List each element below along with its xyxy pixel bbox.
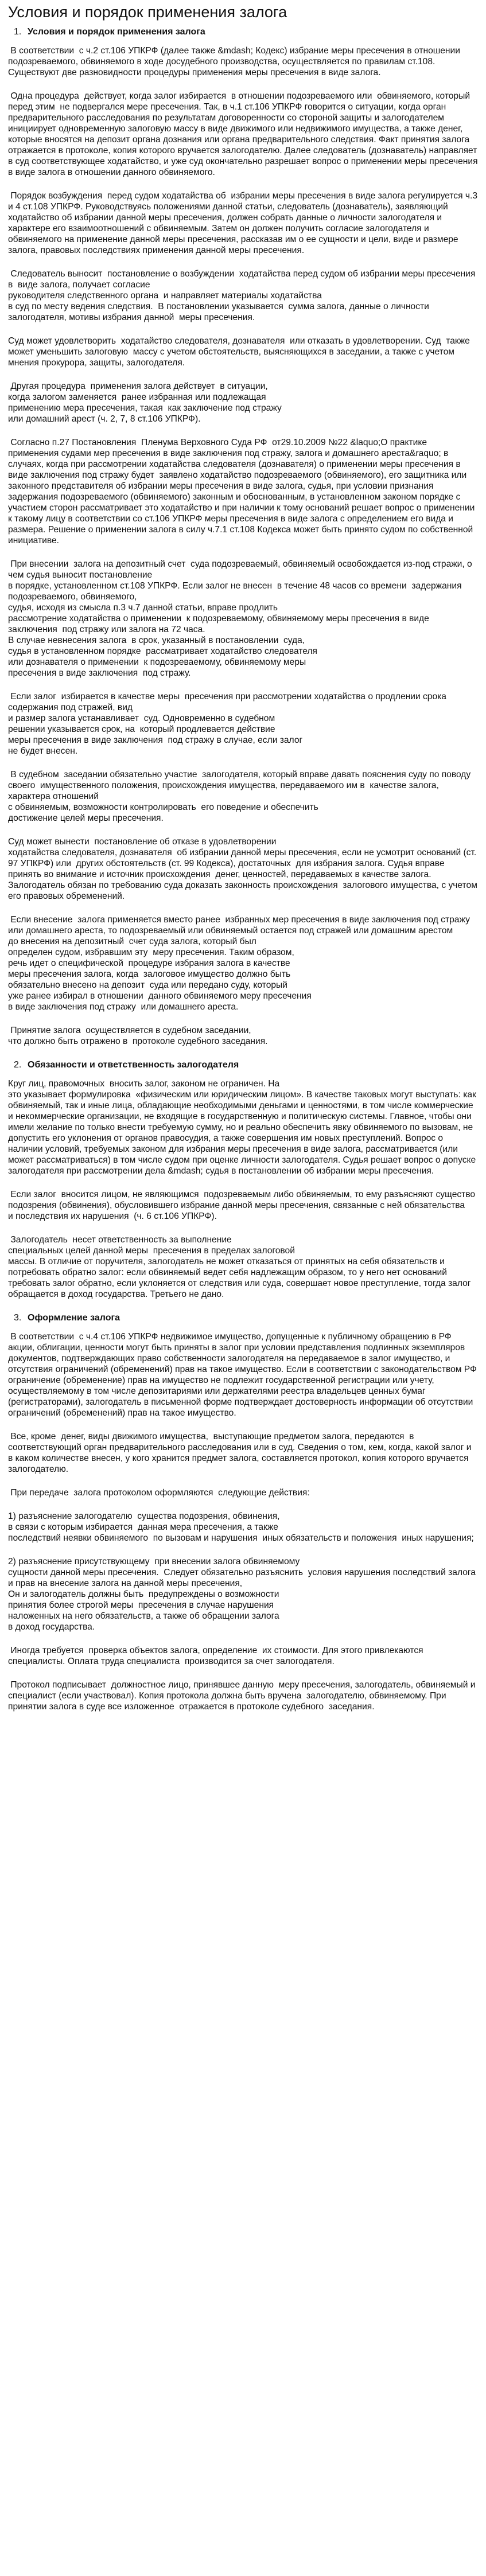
section-1 bbox=[8, 26, 478, 1047]
paragraph: Круг лиц, правомочных вносить залог, законом не ограничен. На это указывает формулировка «физическим или юридическим лицом». В качестве таковых могут выступать: как обвиняемый, так и иные лица, обладающие необходимыми деньгами и ценностями, в том числе коммерческие и некоммерческие организации, не входящие в государственную и политическую системы. Главное, чтобы они имели желание по только внести требуемую сумму, но и реально обеспечить явку обвиняемого по вызовам, не допустить его уклонения от органов правосудия, а также совершения им новых преступлений. Вопрос о наличии условий, требуемых законом для избрания меры пресечения в виде залога, рассматривается (или может рассматриваться) в том числе судом при оценке личности залогодателя. Судья решает вопрос о допуске залогодателя при рассмотрении дела &mdash; судья в постановлении об избрании меры пресечения. bbox=[8, 1079, 476, 1176]
paragraph: Если внесение залога применяется вместо ранее избранных мер пресечения в виде заключения под стражу или домашнего ареста, то подозреваемый или обвиняемый остается под стражей или домашним арестом до внесения на депозитный счет суда залога, который был определен судом, избравшим эту меру пресечения. Таким образом, речь идет о специфической процедуре избрания залога в качестве меры пресечения залога, когда залоговое имущество должно быть обязательно внесено на депозит суда или передано суду, который уже ранее избирал в отношении данного обвиняемого меру пресечения в виде заключения под стражу или домашнего ареста. bbox=[8, 915, 470, 1012]
paragraph: Другая процедура применения залога действует в ситуации, когда залогом заменяется ранее избранная или подлежащая применению мера пресечения, такая как заключение под стражу или домашний арест (ч. 2, 7, 8 ст.106 УПКРФ). bbox=[8, 381, 282, 424]
paragraph: Протокол подписывает должностное лицо, принявшее данную меру пресечения, залогодатель, обвиняемый и специалист (если участвовал). Копия протокола должна быть вручена залогодателю, обвиняемому. При принятии залога в суде все изложенное отражается в протоколе судебного заседания. bbox=[8, 1680, 478, 1712]
paragraph: Согласно п.27 Постановления Пленума Верховного Суда РФ от29.10.2009 №22 &laquo;О практике применения судами мер пресечения в виде заключения под стражу, залога и домашнего ареста&raquo; в случаях, когда при рассмотрении ходатайства следователя (дознавателя) о применении меры пресечения в виде заключения под стражу будет заявлено ходатайство подозреваемого (обвиняемого), его защитника или законного представителя об избрании меры пресечения в виде залога, судья, при условии признания задержания подозреваемого (обвиняемого) законным и обоснованным, в установленном законом порядке с участием сторон рассматривает это ходатайство и при наличии к тому оснований решает вопрос о применении к такому лицу в соответствии со ст.106 УПКРФ меры пресечения в виде залога с определением его вида и размера. Решение о применении залога в силу ч.7.1 ст.108 Кодекса может быть принято судом по собственной инициативе. bbox=[8, 438, 477, 545]
paragraph: При передаче залога протоколом оформляются следующие действия: bbox=[8, 1488, 310, 1498]
section-title: Обязанности и ответственность залогодателя bbox=[28, 1060, 239, 1070]
paragraph: Одна процедура действует, когда залог избирается в отношении подозреваемого или обвиняемого, который перед этим не подвергался мере пресечения. Так, в ч.1 ст.106 УПКРФ говорится о ситуации, когда орган предварительного расследования по результатам договоренности со стороной защиты и залогодателем инициирует одновременную залоговую массу в виде движимого или недвижимого имущества, а также денег, которые вносятся на депозит органа дознания или органа предварительного следствия. Факт принятия залога отражается в протоколе, копия которого вручается залогодателю. Далее следователь (дознаватель) направляет в суд соответствующее ходатайство, и уже суд окончательно разрешает вопрос о применении меры пресечения в виде залога в отношении данного обвиняемого. bbox=[8, 91, 480, 177]
section-number: 3. bbox=[14, 1313, 22, 1323]
section-heading bbox=[8, 1312, 478, 1323]
paragraph: Залогодатель несет ответственность за выполнение специальных целей данной меры пресечения в пределах залоговой массы. В отличие от поручителя, залогодатель не может отказаться от принятых на себя обязательств и потребовать обратно залог: если обвиняемый ведет себя надлежащим образом, то у него нет оснований требовать залог обратно, если уклоняется от следствия или суда, совершает новое преступление, тогда залог обращается в доход государства. Третьего не дано. bbox=[8, 1235, 471, 1299]
section-3 bbox=[8, 1312, 478, 1712]
page-title: Условия и порядок применения залога bbox=[8, 3, 287, 21]
section-title: Оформление залога bbox=[28, 1313, 120, 1323]
sections-container bbox=[8, 26, 478, 1712]
section-2 bbox=[8, 1059, 478, 1300]
section-heading bbox=[8, 26, 478, 37]
section-number: 1. bbox=[14, 27, 22, 37]
paragraph: Суд может удовлетворить ходатайство следователя, дознавателя или отказать в удовлетворении. Суд также может уменьшить залоговую массу с учетом обстоятельств, выясняющихся в заседании, а также с учетом мнения прокурора, защиты, залогодателя. bbox=[8, 336, 473, 368]
paragraph: Принятие залога осуществляется в судебном заседании, что должно быть отражено в протоколе судебного заседания. bbox=[8, 1026, 268, 1046]
paragraph: 1) разъяснение залогодателю существа подозрения, обвинения, в связи с которым избирается данная мера пресечения, а также последствий неявки обвиняемого по вызовам и нарушения иных обязательств и положения иных нарушения; bbox=[8, 1511, 474, 1543]
paragraph: Иногда требуется проверка объектов залога, определение их стоимости. Для этого привлекаются специалисты. Оплата труда специалиста производится за счет залогодателя. bbox=[8, 1646, 429, 1666]
paragraph: Если залог избирается в качестве меры пресечения при рассмотрении ходатайства о продлении срока содержания под стражей, вид и размер залога устанавливает суд. Одновременно в судебном решении указывается срок, на который продлевается действие меры пресечения в виде заключения под стражу в случае, если залог не будет внесен. bbox=[8, 692, 446, 756]
section-title: Условия и порядок применения залога bbox=[28, 27, 205, 37]
paragraph: 2) разъяснение присутствующему при внесении залога обвиняемому сущности данной меры пресечения. Следует обязательно разъяснить условия нарушения последствий залога и прав на внесение залога на данной меры пресечения, Он и залогодатель должны быть предупреждены о возможности принятия более строгой меры пресечения в случае нарушения наложенных на него обязательств, а также об обращении залога в доход государства. bbox=[8, 1557, 476, 1632]
paragraph: В соответствии с ч.2 ст.106 УПКРФ (далее также &mdash; Кодекс) избрание меры пресечения в отношении подозреваемого, обвиняемого в ходе досудебного производства, осуществляется по правилам ст.108. Существуют две разновидности процедуры применения меры пресечения в виде залога. bbox=[8, 46, 463, 77]
section-number: 2. bbox=[14, 1060, 22, 1070]
paragraph: В соответствии с ч.4 ст.106 УПКРФ недвижимое имущество, допущенные к публичному обращению в РФ акции, облигации, ценности могут быть приняты в залог при условии представления подлинных экземпляров документов, подтверждающих право собственности залогодателя на передаваемое в залог имущество, и отсутствия ограничений (обременений) прав на такое имущество. Если в соответствии с законодательством РФ ограничение (обременение) прав на имущество не подлежит государственной регистрации или учету, осуществляемому в том числе депозитариями или держателями реестра владельцев ценных бумаг (регистраторами), залогодатель в письменной форме подтверждает достоверность информации об отсутствии ограничений (обременений) прав на такое имущество. bbox=[8, 1332, 480, 1418]
paragraph: Порядок возбуждения перед судом ходатайства об избрании меры пресечения в виде залога регулируется ч.3 и 4 ст.108 УПКРФ. Руководствуясь положениями данной статьи, следователь (дознаватель), заявляющий ходатайство об избрании данной меры пресечения, должен собрать данные о личности залогодателя и характере его взаимоотношений с обвиняемым. Затем он должен получить согласие залогодателя и обвиняемого на применение данной меры пресечения, рассказав им о ее сущности и цели, виде и размере залога, правовых последствиях применения данной меры пресечения. bbox=[8, 191, 480, 255]
paragraph: Суд может вынести постановление об отказе в удовлетворении ходатайства следователя, дознавателя об избрании данной меры пресечения, если не усмотрит оснований (ст. 97 УПКРФ) или других обстоятельств (ст. 99 Кодекса), достаточных для избрания залога. Судья вправе принять во внимание и источник происхождения денег, ценностей, передаваемых в качестве залога. Залогодатель обязан по требованию суда доказать законность происхождения залогового имущества, с учетом его правовых обременений. bbox=[8, 837, 477, 901]
paragraph: В судебном заседании обязательно участие залогодателя, который вправе давать пояснения суду по поводу своего имущественного положения, происхождения имущества, передаваемого им в качестве залога, характера отношений с обвиняемым, возможности контролировать его поведение и обеспечить достижение целей меры пресечения. bbox=[8, 770, 471, 823]
section-heading bbox=[8, 1059, 478, 1070]
paragraph: Следователь выносит постановление о возбуждении ходатайства перед судом об избрании меры пресечения в виде залога, получает согласие руководителя следственного органа и направляет материалы ходатайства в суд по месту ведения следствия. В постановлении указывается сумма залога, данные о личности залогодателя, мотивы избрания данной меры пресечения. bbox=[8, 269, 476, 322]
paragraph: Если залог вносится лицом, не являющимся подозреваемым либо обвиняемым, то ему разъясняют существо подозрения (обвинения), обусловившего избрание данной меры пресечения, связанные с ней обязательства и последствия их нарушения (ч. 6 ст.106 УПКРФ). bbox=[8, 1190, 476, 1221]
paragraph: При внесении залога на депозитный счет суда подозреваемый, обвиняемый освобождается из-под стражи, о чем судья выносит постановление в порядке, установленном ст.108 УПКРФ. Если залог не внесен в течение 48 часов со времени задержания подозреваемого, обвиняемого, судья, исходя из смысла п.3 ч.7 данной статьи, вправе продлить рассмотрение ходатайства о применении к подозреваемому, обвиняемому меры пресечения в виде заключения под стражу или залога на 72 часа. В случае невнесения залога в срок, указанный в постановлении суда, судья в установленном порядке рассматривает ходатайство следователя или дознавателя о применении к подозреваемому, обвиняемому меры пресечения в виде заключения под стражу. bbox=[8, 559, 472, 678]
paragraph: Все, кроме денег, виды движимого имущества, выступающие предметом залога, передаются в соответствующий орган предварительного расследования или в суд. Сведения о том, кем, когда, какой залог и в каком количестве внесен, у кого хранится предмет залога, составляется протокол, копия которого вручается залогодателю. bbox=[8, 1432, 474, 1474]
